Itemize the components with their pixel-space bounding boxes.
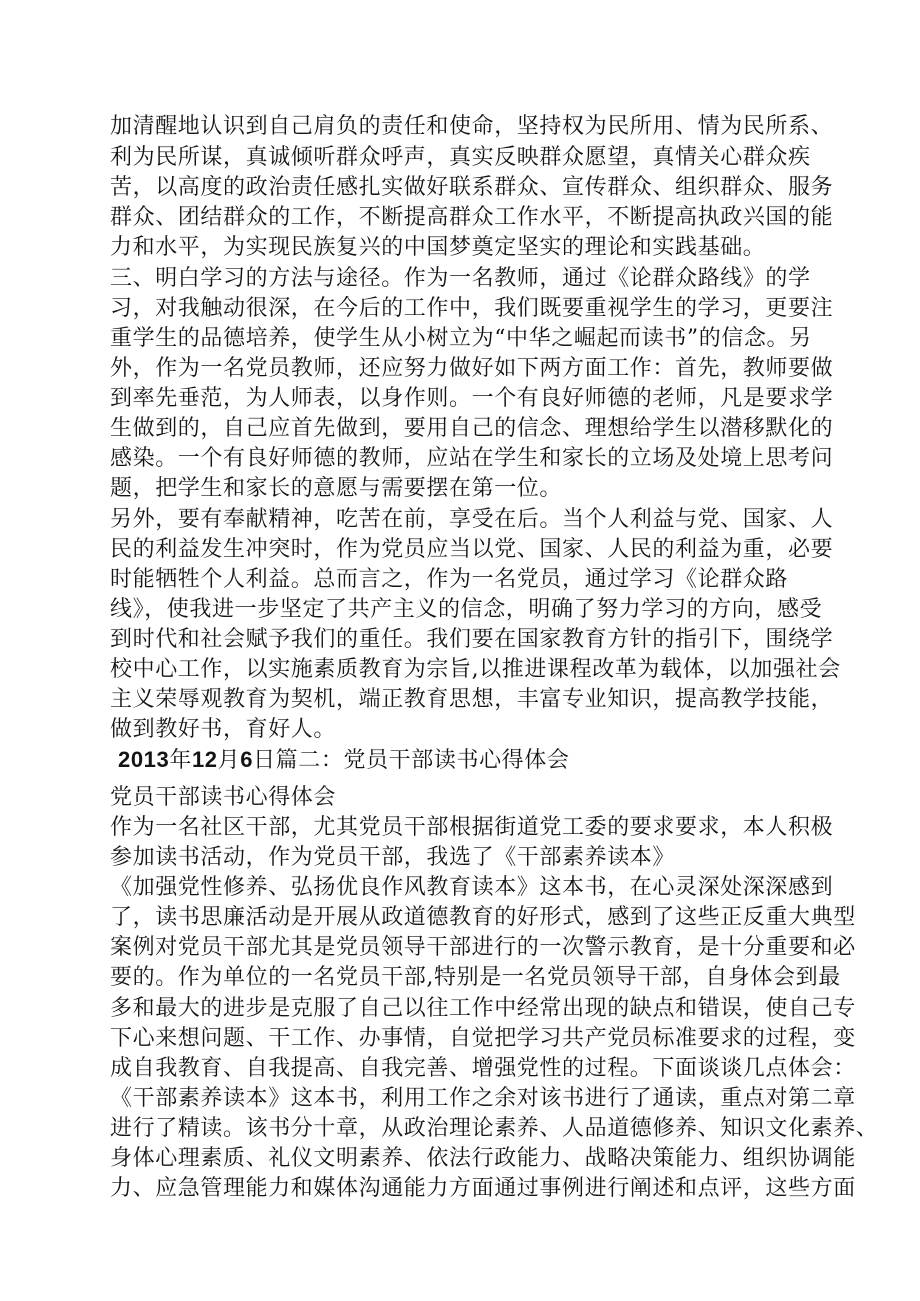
text-line: 成自我教育、自我提高、自我完善、增强党性的过程。下面谈谈几点体会：	[110, 1056, 856, 1081]
text-line: 下心来想问题、干工作、办事情，自觉把学习共产党员标准要求的过程，变	[110, 1026, 856, 1051]
heading-rest: 日篇二：党员干部读书心得体会	[253, 748, 570, 773]
text-line: 要的。作为单位的一名党员干部,特别是一名党员领导干部，自身体会到最	[110, 965, 841, 990]
heading-year: 2013	[118, 747, 170, 772]
text-line: 民的利益发生冲突时，作为党员应当以党、国家、人民的利益为重，必要	[110, 537, 834, 562]
text-line: 时能牺牲个人利益。总而言之，作为一名党员，通过学习《论群众路	[110, 567, 789, 592]
section-heading	[118, 745, 569, 776]
heading-year-unit: 年	[169, 748, 192, 773]
text-line: 《干部素养读本》这本书，利用工作之余对该书进行了通读，重点对第二章	[110, 1086, 856, 1111]
text-line: 案例对党员干部尤其是党员领导干部进行的一次警示教育，是十分重要和必	[110, 935, 856, 960]
text-line: 感染。一个有良好师德的教师，应站在学生和家长的立场及处境上思考问	[110, 446, 834, 471]
heading-day: 6	[240, 747, 254, 772]
text-line: 线》，使我进一步坚定了共产主义的信念，明确了努力学习的方向，感受	[110, 597, 823, 622]
text-line: 苦，以高度的政治责任感扎实做好联系群众、宣传群众、组织群众、服务	[110, 175, 834, 200]
text-line: 外，作为一名党员教师，还应努力做好如下两方面工作：首先，教师要做	[110, 356, 834, 381]
text-line: 到时代和社会赋予我们的重任。我们要在国家教育方针的指引下，围绕学	[110, 627, 834, 652]
text-line: 群众、团结群众的工作，不断提高群众工作水平，不断提高执政兴国的能	[110, 205, 834, 230]
text-line: 力和水平，为实现民族复兴的中国梦奠定坚实的理论和实践基础。	[110, 235, 766, 260]
text-line: 到率先垂范，为人师表，以身作则。一个有良好师德的老师，凡是要求学	[110, 386, 834, 411]
text-line: 做到教好书，育好人。	[110, 717, 337, 742]
text-line: 进行了精读。该书分十章，从政治理论素养、人品道德修养、知识文化素养、	[110, 1116, 879, 1141]
heading-month-unit: 月	[217, 748, 241, 773]
text-line: 党员干部读书心得体会	[110, 785, 337, 810]
text-line: 力、应急管理能力和媒体沟通能力方面通过事例进行阐述和点评，这些方面	[110, 1176, 856, 1201]
text-line: 主义荣辱观教育为契机，端正教育思想，丰富专业知识，提高教学技能，	[110, 687, 834, 712]
text-line: 作为一名社区干部，尤其党员干部根据街道党工委的要求要求，本人积极	[110, 815, 834, 840]
text-line: 《加强党性修养、弘扬优良作风教育读本》这本书，在心灵深处深深感到	[110, 875, 834, 900]
text-line: 生做到的，自己应首先做到，要用自己的信念、理想给学生以潜移默化的	[110, 416, 834, 441]
text-line: 利为民所谋，真诚倾听群众呼声，真实反映群众愿望，真情关心群众疾	[110, 145, 811, 170]
text-line: 校中心工作，以实施素质教育为宗旨,以推进课程改革为载体，以加强社会	[110, 657, 841, 682]
text-line: 身体心理素质、礼仪文明素养、依法行政能力、战略决策能力、组织协调能	[110, 1146, 856, 1171]
text-line: 习，对我触动很深，在今后的工作中，我们既要重视学生的学习，更要注	[110, 296, 834, 321]
text-line: 了，读书思廉活动是开展从政道德教育的好形式，感到了这些正反重大典型	[110, 905, 856, 930]
text-line: 加清醒地认识到自己肩负的责任和使命，坚持权为民所用、情为民所系、	[110, 114, 834, 139]
heading-month: 12	[191, 747, 218, 772]
text-line: 三、明白学习的方法与途径。作为一名教师，通过《论群众路线》的学	[110, 266, 811, 291]
text-line: 题，把学生和家长的意愿与需要摆在第一位。	[110, 476, 563, 501]
text-line: 多和最大的进步是克服了自己以往工作中经常出现的缺点和错误，使自己专	[110, 996, 856, 1021]
text-line: 另外，要有奉献精神，吃苦在前，享受在后。当个人利益与党、国家、人	[110, 507, 834, 532]
text-line: 重学生的品德培养，使学生从小树立为“中华之崛起而读书”的信念。另	[110, 326, 812, 351]
text-line: 参加读书活动，作为党员干部，我选了《干部素养读本》	[110, 845, 676, 870]
